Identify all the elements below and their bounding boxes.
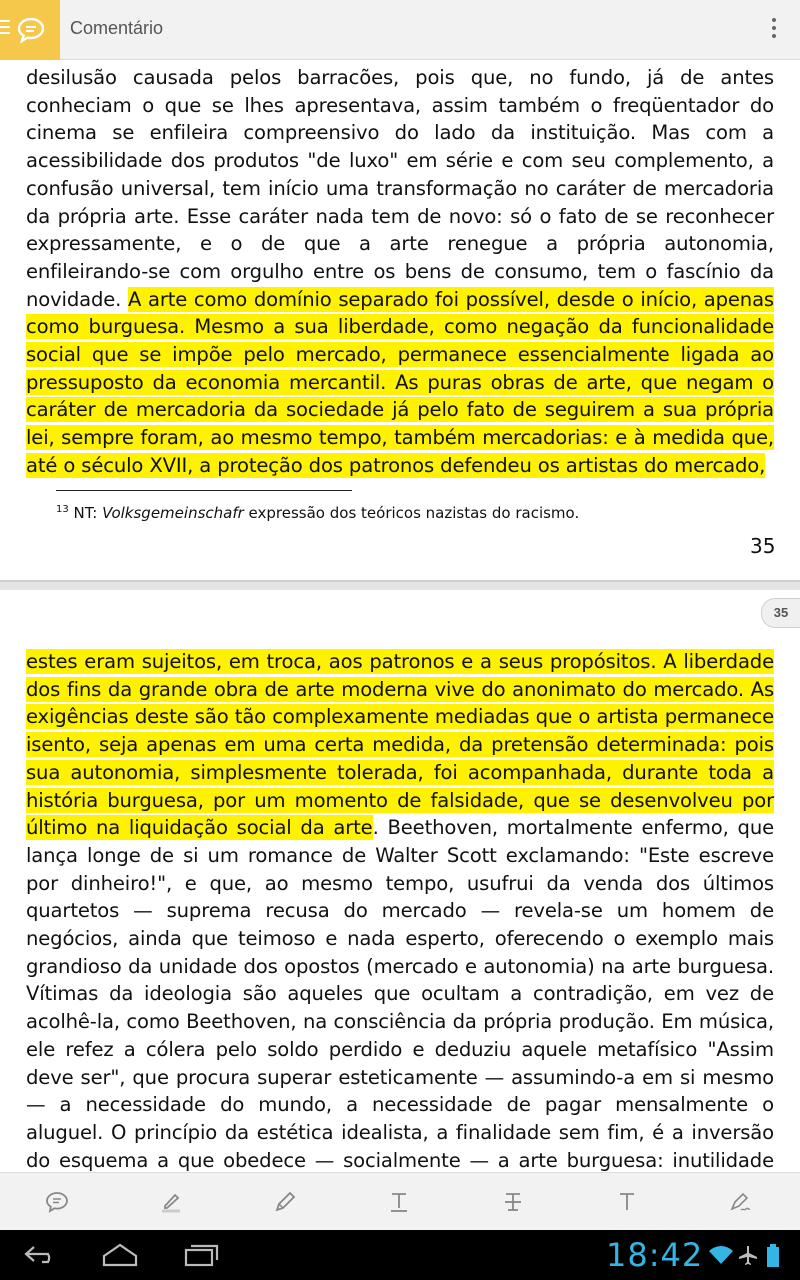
underline-tool-button[interactable] bbox=[386, 1189, 412, 1215]
system-navigation-bar bbox=[0, 1230, 800, 1280]
comment-tool-button[interactable] bbox=[44, 1189, 70, 1215]
status-clock[interactable]: 18:42 bbox=[606, 1236, 704, 1274]
comment-icon bbox=[16, 15, 46, 45]
menu-lines-icon bbox=[0, 20, 10, 38]
signature-icon bbox=[728, 1189, 754, 1215]
strikethrough-text-icon bbox=[500, 1189, 526, 1215]
document-page-36 bbox=[0, 590, 800, 1170]
underline-text-icon bbox=[386, 1189, 412, 1215]
footnote bbox=[56, 504, 579, 522]
screen-title: Comentário bbox=[70, 18, 164, 38]
footnote-number: 13 bbox=[56, 504, 69, 515]
wifi-icon bbox=[708, 1244, 734, 1266]
page-body-text bbox=[26, 648, 774, 1202]
body-text: desilusão causada pelos barracões, pois que, no fundo, já de antes conheciam o que se lhes apresentava, assim também o freqüentador do cinema se enfileira compreensivo do lado da instituição. Mas com a acessibilidade dos produtos "de luxo" em série e com seu complemento, a confusão universal, tem início uma transformação no caráter de mercadoria da própria arte. Esse caráter nada tem de novo: só o fato de se reconhecer expressamente, e o de que a arte renegue a própria autonomia, enfileirando-se com orgulho entre os bens de consumo, tem o fascínio da novidade. bbox=[26, 66, 774, 311]
text-icon bbox=[614, 1189, 640, 1215]
overflow-menu-icon[interactable] bbox=[772, 18, 778, 42]
highlighter-icon bbox=[158, 1189, 184, 1215]
battery-icon bbox=[766, 1244, 780, 1268]
document-page-35 bbox=[0, 60, 800, 580]
page-separator bbox=[0, 580, 800, 590]
pencil-tool-button[interactable] bbox=[272, 1189, 298, 1215]
annotation-tool-button[interactable] bbox=[0, 0, 60, 60]
back-icon[interactable] bbox=[22, 1242, 62, 1268]
footnote-divider bbox=[56, 490, 352, 491]
highlighted-text[interactable]: estes eram sujeitos, em troca, aos patronos e a seus propósitos. A liberdade dos fins da grande obra de arte moderna vive do anonimato do mercado. As exigências deste são tão complexamente mediadas que o artista permanece isento, seja apenas em uma certa medida, da pretensão determinada: pois sua autonomia, simplesmente tolerada, foi acompanhada, durante toda a história burguesa, por um momento de falsidade, que se desenvolveu por último na liquidação social da arte bbox=[26, 650, 774, 840]
pencil-icon bbox=[272, 1189, 298, 1215]
annotation-toolbar bbox=[0, 1172, 800, 1230]
page-number: 35 bbox=[750, 534, 776, 558]
text-tool-button[interactable] bbox=[614, 1189, 640, 1215]
signature-tool-button[interactable] bbox=[728, 1189, 754, 1215]
home-icon[interactable] bbox=[100, 1242, 140, 1268]
highlight-tool-button[interactable] bbox=[158, 1189, 184, 1215]
footnote-term: Volksgemeinschafr bbox=[102, 504, 244, 522]
page-number-tab[interactable]: 35 bbox=[761, 598, 800, 628]
page-body-text bbox=[26, 64, 774, 480]
footnote-prefix: NT: bbox=[73, 504, 103, 522]
body-text: . Beethoven, mortalmente enfermo, que lança longe de si um romance de Walter Scott exclamando: "Este escreve por dinheiro!", e que, ao mesmo tempo, usufrui da venda dos últimos quartetos — suprema recusa do mercado — revela-se um homem de negócios, ainda que teimoso e nada esperto, oferecendo o exemplo mais grandioso da unidade dos opostos (mercado e autonomia) na arte burguesa. Vítimas da ideologia são aqueles que ocultam a contradição, em vez de acolhê-la, como Beethoven, na consciência da própria produção. Em música, ele refez a cólera pelo soldo perdido e deduziu aquele metafísico "Assim deve ser", que procura superar esteticamente — assumindo-a em si mesmo — a necessidade do mundo, a necessidade de pagar mensalmente o aluguel. O princípio da estética idealista, a finalidade sem fim, é a inversão do esquema a que obedece — socialmente — a arte burguesa: inutilidade bbox=[26, 816, 774, 1172]
highlighted-text[interactable]: A arte como domínio separado foi possível, desde o início, apenas como burguesa. Mesmo a sua liberdade, como negação da funcionalidade social que se impõe pelo mercado, permanece essencialmente ligada ao pressuposto da economia mercantil. As puras obras de arte, que negam o caráter de mercadoria da sociedade já pelo fato de seguirem a sua própria lei, sempre foram, ao mesmo tempo, também mercadorias: e à medida que, até o século XVII, a proteção dos patronos defendeu os artistas do mercado, bbox=[26, 287, 774, 477]
airplane-mode-icon bbox=[738, 1244, 760, 1266]
comment-icon bbox=[44, 1189, 70, 1215]
top-bar bbox=[0, 0, 800, 60]
recent-apps-icon[interactable] bbox=[182, 1242, 222, 1268]
footnote-text: expressão dos teóricos nazistas do racismo. bbox=[243, 504, 580, 522]
strikethrough-tool-button[interactable] bbox=[500, 1189, 526, 1215]
